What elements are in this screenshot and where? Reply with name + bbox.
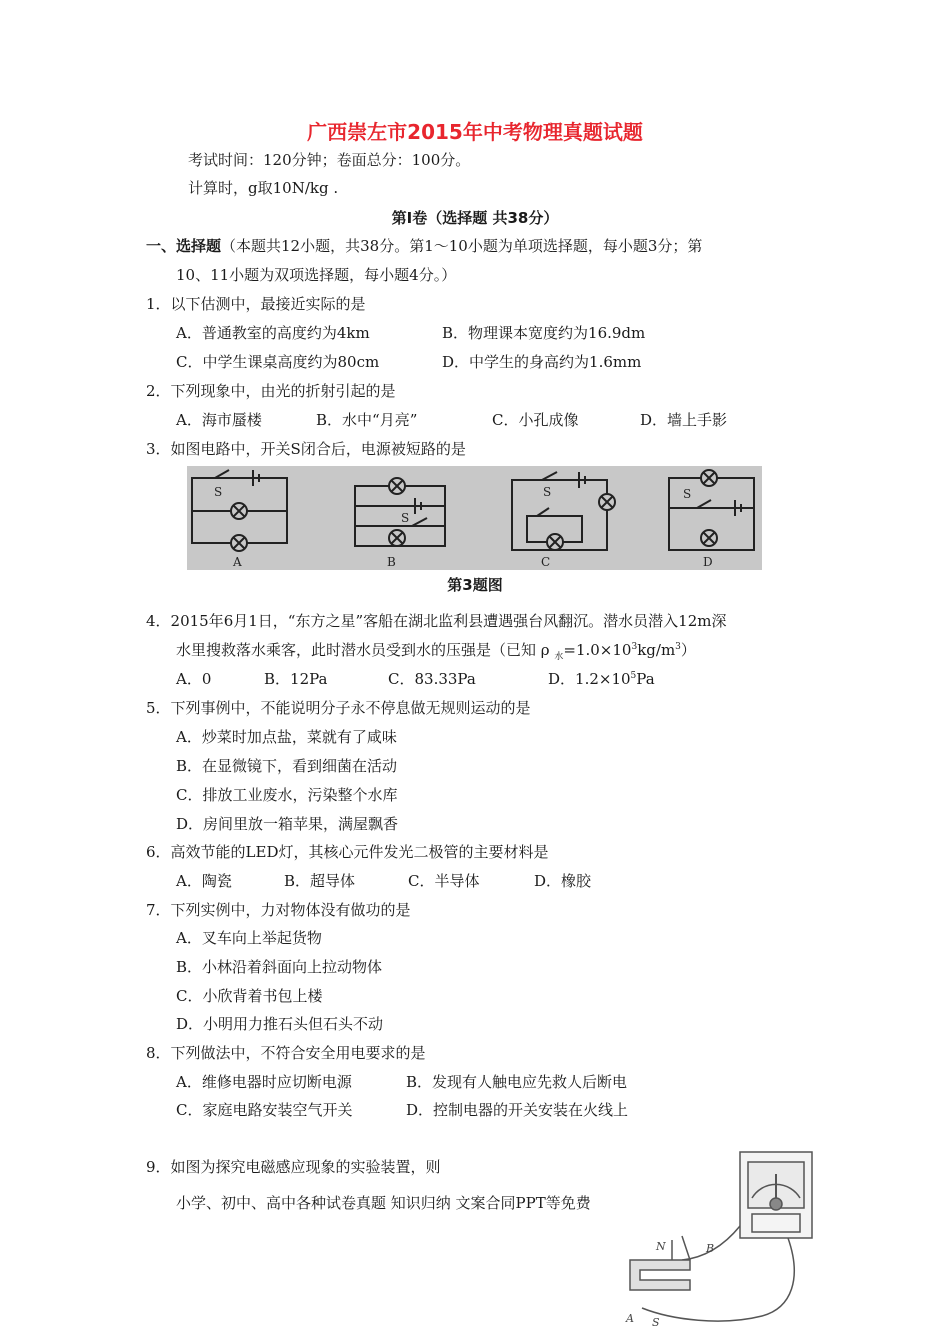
q4-subscript-water: 水: [554, 652, 564, 662]
q4-option-d-post: Pa: [636, 670, 655, 688]
q4-stem-part4: ）: [680, 641, 696, 659]
q7-option-a: A．叉车向上举起货物: [176, 929, 322, 947]
q4-sup-1: 3: [631, 642, 638, 652]
q4-option-d: [548, 669, 655, 689]
q4-option-b: B．12Pa: [264, 670, 328, 688]
q8-option-b: B．发现有人触电应先救人后断电: [406, 1073, 628, 1091]
section1-label: 一、选择题: [146, 237, 222, 255]
q3-figure-caption: 第3题图: [447, 576, 503, 594]
magnet-n-label: N: [656, 1240, 666, 1253]
q6-stem: 6．高效节能的LED灯，其核心元件发光二极管的主要材料是: [146, 843, 549, 861]
q4-option-d-pre: D．1.2×10: [548, 670, 631, 688]
q5-option-b: B．在显微镜下，看到细菌在活动: [176, 757, 398, 775]
q1-stem: 1．以下估测中，最接近实际的是: [146, 295, 366, 313]
section1-desc1: （本题共12小题，共38分。第1～10小题为单项选择题，每小题3分；第: [221, 237, 703, 255]
circuit-diagrams: [187, 466, 762, 570]
q4-option-c: C．83.33Pa: [388, 670, 476, 688]
q4-stem-part2: =1.0×10: [563, 641, 632, 659]
q6-option-b: B．超导体: [284, 872, 356, 890]
q1-option-a: A．普通教室的高度约为4km: [176, 324, 370, 342]
q7-option-c: C．小欣背着书包上楼: [176, 987, 323, 1005]
circuit-a-switch-label: S: [214, 485, 223, 499]
q5-option-d: D．房间里放一箱苹果，满屋飘香: [176, 815, 399, 833]
q1-option-b: B．物理课本宽度约为16.9dm: [442, 324, 646, 342]
q3-stem: 3．如图电路中，开关S闭合后，电源被短路的是: [146, 440, 466, 458]
exam-time: 考试时间：120分钟；卷面总分：100分。: [188, 151, 471, 169]
q8-stem: 8．下列做法中，不符合安全用电要求的是: [146, 1044, 426, 1062]
q3-circuit-figure: [187, 466, 762, 570]
magnet-s-label: S: [652, 1316, 660, 1329]
q2-option-c: C．小孔成像: [492, 411, 579, 429]
q7-option-d: D．小明用力推石头但石头不动: [176, 1015, 384, 1033]
q7-option-b: B．小林沿着斜面向上拉动物体: [176, 958, 383, 976]
q2-option-d: D．墙上手影: [640, 411, 728, 429]
q1-option-d: D．中学生的身高约为1.6mm: [442, 353, 642, 371]
q2-option-a: A．海市蜃楼: [176, 411, 262, 429]
galvanometer-magnet-diagram: [612, 1148, 827, 1338]
q4-stem-part1: 水里搜救落水乘客，此时潜水员受到水的压强是（已知 ρ: [176, 641, 555, 659]
q9-induction-apparatus-figure: [612, 1148, 827, 1338]
q7-stem: 7．下列实例中，力对物体没有做功的是: [146, 901, 411, 919]
section1-header: [146, 236, 702, 256]
q5-stem: 5．下列事例中，不能说明分子永不停息做无规则运动的是: [146, 699, 531, 717]
q8-option-a: A．维修电器时应切断电源: [176, 1073, 352, 1091]
section1-desc2: 10、11小题为双项选择题，每小题4分。）: [176, 266, 457, 284]
q4-stem-line1: 4．2015年6月1日，“东方之星”客船在湖北监利县遭遇强台风翻沉。潜水员潜入12m深: [146, 612, 727, 630]
q6-option-a: A．陶瓷: [176, 872, 232, 890]
q2-option-b: B．水中“月亮”: [316, 411, 418, 429]
q4-option-a: A．0: [176, 670, 212, 688]
q9-stem: 9．如图为探究电磁感应现象的实验装置，则: [146, 1158, 441, 1176]
q4-option-d-sup: 5: [630, 671, 637, 681]
q8-option-d: D．控制电器的开关安装在火线上: [406, 1101, 629, 1119]
circuit-d-label: D: [703, 555, 713, 569]
g-note: 计算时，g取10N/kg .: [188, 179, 339, 197]
circuit-a-label: A: [233, 555, 242, 569]
q5-option-c: C．排放工业废水，污染整个水库: [176, 786, 398, 804]
point-a-label: A: [626, 1312, 634, 1325]
q6-option-d: D．橡胶: [534, 872, 592, 890]
circuit-c-switch-label: S: [543, 485, 552, 499]
page-title: 广西崇左市2015年中考物理真题试题: [307, 120, 643, 144]
q5-option-a: A．炒菜时加点盐，菜就有了咸味: [176, 728, 397, 746]
q1-option-c: C．中学生课桌高度约为80cm: [176, 353, 380, 371]
point-b-label: B: [706, 1242, 715, 1255]
q4-stem-line2: [176, 640, 696, 660]
q8-option-c: C．家庭电路安装空气开关: [176, 1101, 353, 1119]
q4-stem-part3: kg/m: [637, 641, 676, 659]
q4-sup-2: 3: [675, 642, 681, 652]
circuit-b-label: B: [387, 555, 396, 569]
circuit-b-switch-label: S: [401, 511, 410, 525]
footer-note: 小学、初中、高中各种试卷真题 知识归纳 文案合同PPT等免费: [176, 1194, 591, 1212]
section-title: 第Ⅰ卷（选择题 共38分）: [391, 209, 559, 227]
q2-stem: 2．下列现象中，由光的折射引起的是: [146, 382, 396, 400]
circuit-c-label: C: [541, 555, 551, 569]
circuit-d-switch-label: S: [683, 487, 692, 501]
q6-option-c: C．半导体: [408, 872, 480, 890]
